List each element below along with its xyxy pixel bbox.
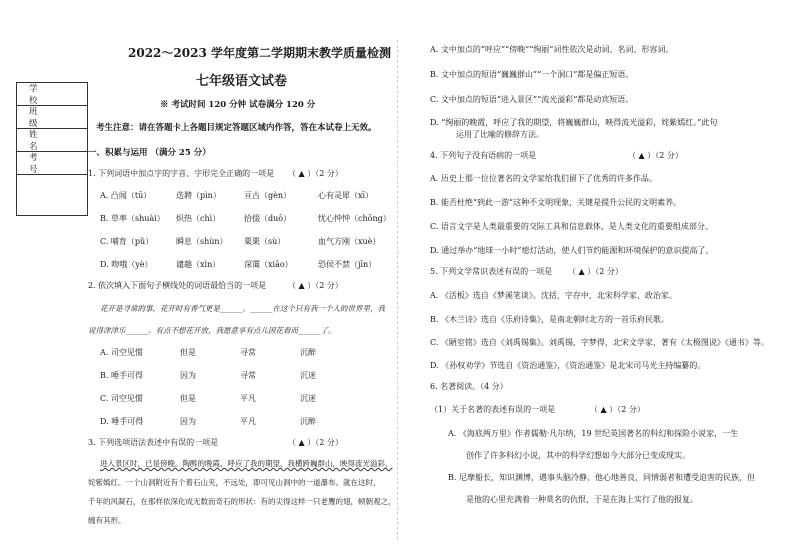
- q3-option-c: C. 文中加点的短语“进入景区”“流光溢彩”都是动宾短语。: [430, 95, 634, 104]
- info-class-label: 班 级: [17, 106, 87, 129]
- q6-option-a-line-2: 创作了许多科幻小说，其中的科学幻想如今大部分已变成现实。: [466, 451, 690, 460]
- q2-stem: 2. 依次填入下面句子横线处的词语最恰当的一项是: [88, 281, 267, 290]
- q1-option-b-1: B. 草率（shuài）: [100, 214, 165, 223]
- q3-passage-line-4: 缠有其形。: [88, 516, 126, 525]
- q1-option-c-4: 血气方刚（xuè）: [318, 237, 381, 246]
- q3-stem: 3. 下列选项语法表述中有误的一项是: [88, 438, 219, 447]
- q2-option-a-4: 沉醉: [300, 348, 316, 357]
- q1-option-d-2: 谴趣（xìn）: [176, 260, 221, 269]
- q3-passage-line-2: 姹紫嫣红。一个山洞附近有个着石山夹，不远处，即可见山洞中的一道瀑布。就在这时，: [88, 478, 381, 487]
- q6-sub1-answer-mark: （ ▲ ）（2 分）: [590, 405, 645, 414]
- q1-option-c-1: C. 哺育（pǔ）: [100, 237, 154, 246]
- info-blank-row: [17, 175, 87, 215]
- info-school-label: 学 校: [17, 83, 87, 106]
- q5-option-a: A. 《活板》选自《梦溪笔谈》。沈括，字存中，北宋科学家、政治家。: [430, 291, 677, 300]
- q2-passage-line-2: 说得津津乐______。有点不想花开放，我愿意享有点儿因花看而______了。: [88, 326, 336, 335]
- q5-option-c: C. 《陋室铭》选自《刘禹锡集》。刘禹锡，字梦得，北宋文学家，著有《太极图说》《通书》等。: [430, 338, 769, 347]
- q1-option-d-1: D. 吻哦（yè）: [100, 260, 153, 269]
- exam-subtitle: 七年级语文试卷: [196, 74, 288, 89]
- q1-option-d-3: 深霭（xiāo）: [244, 260, 293, 269]
- exam-time-line: ※ 考试时间 120 分钟 试卷满分 120 分: [160, 100, 316, 110]
- student-info-box: [16, 82, 88, 216]
- q1-option-c-3: 粟栗（sù）: [244, 237, 286, 246]
- q4-option-a: A. 历史上那一位位著名的文学家给我们留下了优秀的许多作品。: [430, 174, 657, 183]
- q2-option-a-3: 寻常: [240, 348, 256, 357]
- q1-answer-mark: （ ▲ ）（2 分）: [288, 169, 343, 178]
- q3-passage-line-1: 进入景区时，已是傍晚。陶醉的晚霞，呼应了我的期望，我横跨巍群山，映得流光溢彩，: [100, 459, 393, 468]
- q2-option-c-2: 但是: [180, 394, 196, 403]
- q4-option-d: D. 通过举办“地球一小时”熄灯活动，使人们节约能源和环境保护的意识提高了。: [430, 246, 714, 255]
- q4-stem: 4. 下列句子没有语病的一项是: [430, 151, 537, 160]
- q6-option-b-line-2: 是他的心里充满着一种莫名的仇恨，于是在海上实行了他的报复。: [466, 495, 698, 504]
- q1-option-b-4: 忧心忡忡（chōng）: [318, 214, 391, 223]
- q2-option-d-3: 平凡: [240, 417, 256, 426]
- q2-passage-line-1: 花开是寻常的事，花开时有香气更是______。______在这个只有我一个人的世界里，我: [100, 304, 385, 313]
- q2-option-b-4: 沉迷: [300, 371, 316, 380]
- q2-answer-mark: （ ▲ ）（2 分）: [288, 281, 343, 290]
- q2-option-d-2: 因为: [180, 417, 196, 426]
- q2-option-b-2: 因为: [180, 371, 196, 380]
- q1-option-c-2: 瞬息（shùn）: [176, 237, 228, 246]
- q1-option-b-3: 拾掇（duō）: [244, 214, 292, 223]
- q4-answer-mark: （ ▲ ）（2 分）: [628, 151, 683, 160]
- q2-option-b-1: B. 唾手可得: [100, 371, 143, 380]
- q6-option-a-line-1: A. 《海底两万里》作者儒勒·凡尔纳，19 世纪英国著名的科幻和探险小说家，一生: [448, 429, 739, 438]
- q4-option-c: C. 语言文字是人类最重要的交际工具和信息载体，是人类文化的重要组成部分。: [430, 222, 713, 231]
- exam-notice: 考生注意：请在答题卡上各题目规定答题区域内作答，答在本试卷上无效。: [96, 123, 377, 133]
- q5-answer-mark: （ ▲ ）（2 分）: [568, 267, 623, 276]
- section-heading: 一、积累与运用 （满分 25 分）: [88, 148, 211, 158]
- q3-passage-line-3: 千年的风凝石，在那样依深化成无数而奇石的形状：有的尖得这样一只老鹰的翅，顿朝观之，: [88, 497, 396, 506]
- q5-option-d: D. 《孙权劝学》节选自《资治通鉴》，《资治通鉴》是北宋司马光主持编纂的。: [430, 361, 706, 370]
- q1-option-a-1: A. 凸闻（tū）: [100, 191, 152, 200]
- q2-option-d-1: D. 唾手可得: [100, 417, 144, 426]
- q2-option-b-3: 寻常: [240, 371, 256, 380]
- q2-option-a-1: A. 司空见惯: [100, 348, 143, 357]
- q2-option-a-2: 但是: [180, 348, 196, 357]
- q1-stem: 1. 下列词语中加点字的字音、字形完全正确的一项是: [88, 169, 275, 178]
- q2-option-d-4: 沉醉: [300, 417, 316, 426]
- q1-option-a-3: 亘古（gèn）: [244, 191, 292, 200]
- q2-option-c-3: 平凡: [240, 394, 256, 403]
- q1-option-a-2: 迭聘（pìn）: [176, 191, 221, 200]
- q6-option-b-line-1: B. 尼摩船长，知识渊博，遇事头脑冷静。他心地善良，同情弱者和遭受迫害的民族，但: [448, 473, 755, 482]
- q1-option-a-4: 心有灵犀（xī）: [318, 191, 374, 200]
- info-id-label: 考 号: [17, 152, 87, 175]
- q4-option-b: B. 能否杜绝“到此一游”这种不文明现象，关键是提升公民的文明素养。: [430, 198, 682, 207]
- q3-option-d-line-1: D. “绚丽的晚霞，呼应了我的期望，将巍巍群山，映得流光溢彩，姹紫嫣红。”此句: [430, 118, 718, 127]
- exam-title: 2022～2023 学年度第二学期期末教学质量检测: [128, 46, 391, 60]
- q1-option-b-2: 炽热（chì）: [176, 214, 221, 223]
- info-name-label: 姓 名: [17, 129, 87, 152]
- q6-sub1-stem: （1）关于名著的表述有误的一项是: [430, 405, 556, 414]
- q3-answer-mark: （ ▲ ）（2 分）: [288, 438, 343, 447]
- q3-option-d-line-2: 运用了比喻的修辞方法。: [456, 130, 544, 139]
- q3-option-a: A. 文中加点的“呼应”“傍晚”“绚丽”词性依次是动词、名词、形容词。: [430, 45, 674, 54]
- q5-option-b: B. 《木兰诗》选自《乐府诗集》，是南北朝时北方的一首乐府民歌。: [430, 315, 669, 324]
- q2-option-c-1: C. 司空见惯: [100, 394, 143, 403]
- q5-stem: 5. 下列文学常识表述有误的一项是: [430, 267, 553, 276]
- q2-option-c-4: 沉迷: [300, 394, 316, 403]
- q3-option-b: B. 文中加点的短语“巍巍群山”“一个洞口”都是偏正短语。: [430, 70, 634, 79]
- q1-option-d-4: 恐侯不禁（jīn）: [318, 260, 377, 269]
- column-divider: [397, 40, 398, 540]
- q6-stem: 6. 名著阅读。（4 分）: [430, 382, 508, 391]
